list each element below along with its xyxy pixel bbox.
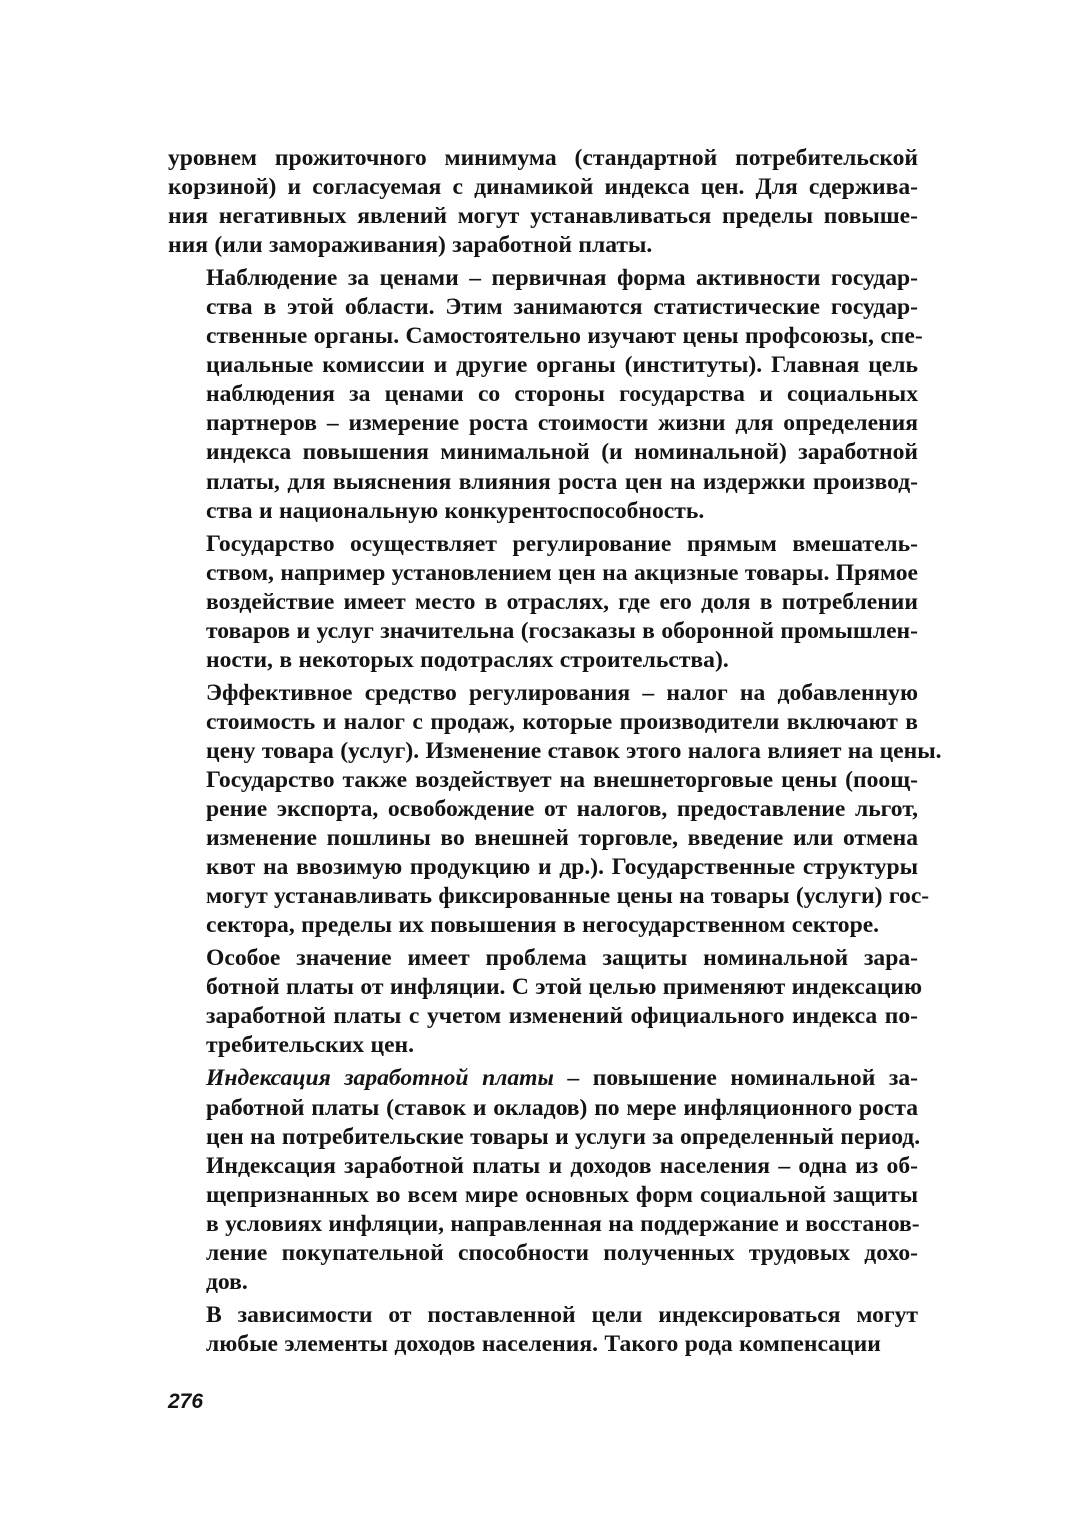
text-line: ния негативных явлений могут устанавливаться пределы повыше- — [168, 203, 918, 230]
text-line: ности, в некоторых подотраслях строительства). — [206, 646, 729, 673]
paragraph — [168, 530, 918, 675]
text-line: ства и национальную конкурентоспособность. — [206, 497, 705, 524]
text-line: рение экспорта, освобождение от налогов, предоставление льгот, — [206, 796, 918, 823]
text-line: циальные комиссии и другие органы (институты). Главная цель — [206, 352, 918, 379]
text-line: ботной платы от инфляции. С этой целью применяют индексацию — [206, 974, 923, 1001]
paragraph — [168, 944, 923, 1060]
text-line: Государство также воздействует на внешнеторговые цены (поощ- — [206, 766, 918, 793]
paragraph — [168, 264, 923, 525]
text-line: партнеров – измерение роста стоимости жизни для определения — [206, 410, 918, 437]
text-line: товаров и услуг значительна (госзаказы в оборонной промышлен- — [206, 617, 918, 644]
text-line: наблюдения за ценами со стороны государства и социальных — [206, 381, 918, 408]
paragraph — [168, 1064, 921, 1296]
defined-term: Индексация заработной платы — [206, 1065, 554, 1092]
text-line: ства в этой области. Этим занимаются статистические государ- — [206, 294, 918, 321]
text-line: воздействие имеет место в отраслях, где его доля в потреблении — [206, 588, 918, 615]
text-line: в условиях инфляции, направленная на поддержание и восстанов- — [206, 1210, 920, 1237]
text-line: любые элементы доходов населения. Такого рода компенсации — [206, 1330, 881, 1357]
text-line: цену товара (услуг). Изменение ставок этого налога влияет на цены. — [206, 737, 942, 764]
body-text — [168, 144, 942, 1363]
text-line-rest: – повышение номинальной за- — [553, 1065, 918, 1092]
text-line: сектора, пределы их повышения в негосударственном секторе. — [206, 912, 880, 939]
text-line: Индексация заработной платы и доходов населения – одна из об- — [206, 1152, 918, 1179]
text-line: платы, для выяснения влияния роста цен на издержки производ- — [206, 468, 918, 495]
text-line: дов. — [206, 1268, 248, 1295]
text-line: Эффективное средство регулирования – налог на добавленную — [206, 679, 918, 706]
text-line: работной платы (ставок и окладов) по мере инфляционного роста — [206, 1094, 918, 1121]
text-line: Особое значение имеет проблема защиты номинальной зара- — [206, 945, 918, 972]
text-line: ственные органы. Самостоятельно изучают цены профсоюзы, спе- — [206, 323, 923, 350]
text-line: уровнем прожиточного минимума (стандартной потребительской — [168, 145, 918, 171]
text-line: Государство осуществляет регулирование прямым вмешатель- — [206, 530, 918, 557]
paragraph — [168, 1301, 918, 1359]
text-line: корзиной) и согласуемая с динамикой индекса цен. Для сдержива- — [168, 174, 918, 201]
page-number: 276 — [168, 1390, 204, 1413]
text-line: ния (или замораживания) заработной платы. — [168, 232, 653, 259]
text-line: заработной платы с учетом изменений официального индекса по- — [206, 1003, 918, 1030]
text-line: могут устанавливать фиксированные цены на товары (услуги) гос- — [206, 883, 930, 910]
text-line: ством, например установлением цен на акцизные товары. Прямое — [206, 559, 919, 586]
text-line: стоимость и налог с продаж, которые производители включают в — [206, 708, 918, 735]
paragraph — [168, 679, 942, 940]
text-line: щепризнанных во всем мире основных форм социальной защиты — [206, 1181, 918, 1208]
text-line: ление покупательной способности полученных трудовых дохо- — [206, 1239, 918, 1266]
paragraph — [168, 144, 918, 260]
text-line: квот на ввозимую продукцию и др.). Государственные структуры — [206, 854, 918, 881]
text-line — [168, 1064, 918, 1093]
text-line: требительских цен. — [206, 1032, 415, 1059]
text-line: В зависимости от поставленной цели индексироваться могут — [206, 1301, 918, 1328]
text-line: цен на потребительские товары и услуги за определенный период. — [206, 1123, 921, 1150]
text-line: Наблюдение за ценами – первичная форма активности государ- — [206, 265, 918, 292]
text-line: изменение пошлины во внешней торговле, введение или отмена — [206, 825, 918, 852]
text-line: индекса повышения минимальной (и номинальной) заработной — [206, 439, 918, 466]
